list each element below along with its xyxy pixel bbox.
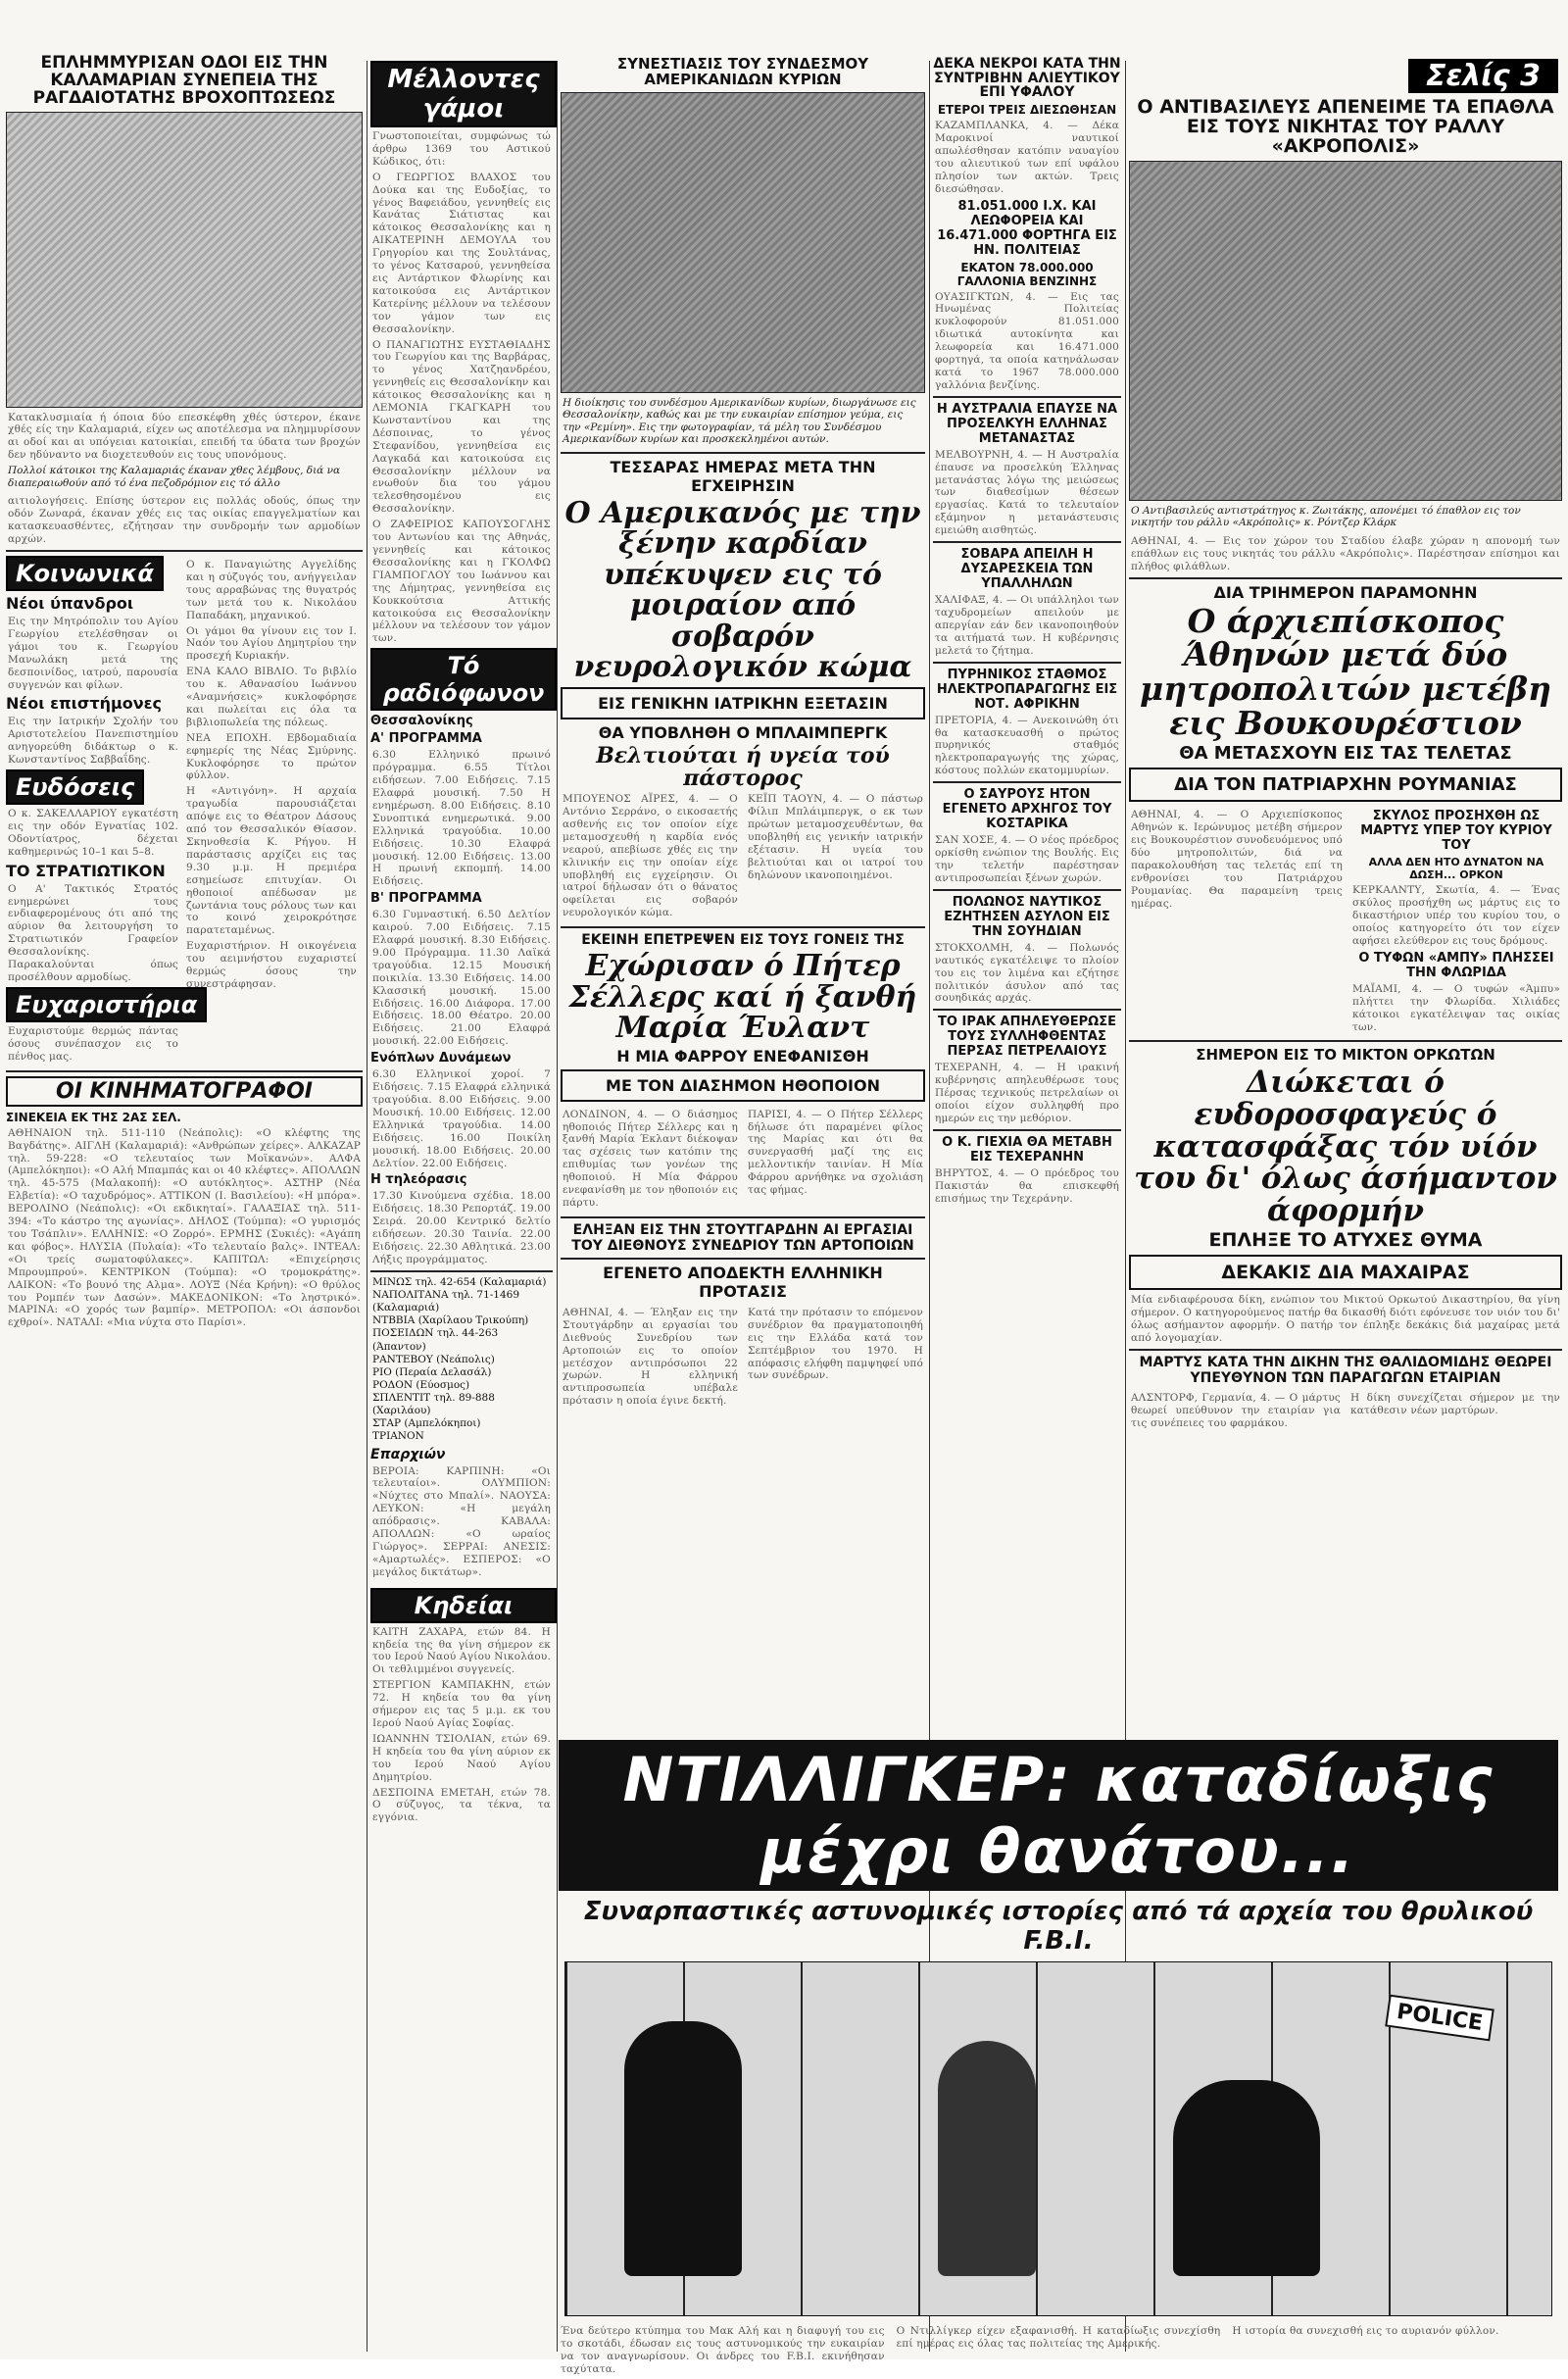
headline-irak: ΤΟ ΙΡΑΚ ΑΠΗΛΕΥΘΕΡΩΣΕ ΤΟΥΣ ΣΥΛΛΗΦΘΕΝΤΑΣ ΠΕΡΣΑΣ ΠΕΤΡΕΛΑΙΟΥΣ xyxy=(938,1015,1116,1060)
column-2: Μέλλοντες γάμοι Γνωστοποιείται, συμφώνως τώ άρθρω 1369 του Αστικού Κώδικος, ότι: Ο ΓΕΩΡΓΙΟΣ ΒΛΑΧΟΣ του Δούκα και της Ευδοξίας, το γένος Βαφειάδου, γεννηθείς εις Κανάτας Σιάτιστας και κάτοικος Θεσσαλονίκης και η ΑΙΚΑΤΕΡΙΝΗ ΔΕΜΟΥΛΑ του Γρηγορίου και της Σουλτάνας, το γένος Κατσαρού, γεννηθείσα εις Αντάρτικον Φλωρίνης και κατοικούσα εις Αντάρτικον Κατερίνης μέλλουν να τελέσουν τον γάμον των εις Θεσσαλονίκην. Ο ΠΑΝΑΓΙΩΤΗΣ ΕΥΣΤΑΘΙΑΔΗΣ του Γεωργίου και της Βαρβάρας, το γένος Χατζηανδρέου, γεννηθείς εις Θεσσαλονίκην και κάτοικος Θεσσαλονίκης και η ΛΕΜΟΝΙΑ ΓΚΑΓΚΑΡΗ του Κωνσταντίνου και της Δέσποινας, το γένος Στεφανίδου, γεννηθείσα εις Λαγκαδά και κατοικούσα εις Θεσσαλονίκην μέλλουν να ενωθούν δια του γάμου τελεσθησομένου εις Θεσσαλονίκην. Ο ΖΑΦΕΙΡΙΟΣ ΚΑΠΟΥΣΟΓΛΗΣ του Αντωνίου και της Αθηνάς, γεννηθείς και κάτοικος Θεσσαλονίκης και η ΓΚΟΛΦΩ ΓΙΑΜΠΟΓΛΟΥ του Ιωάννου και της Δήμητρας, γεννηθείσα εις Κουκκούτσια Αττικής κατοικούσα εις Θεσσαλονίκην μέλλουν να τελέσουν τον γάμον των. Τό ραδιόφωνον Θεσσαλονίκης Α' ΠΡΟΓΡΑΜΜΑ 6.30 Ελληνικό πρωινό πρόγραμμα. 6.55 Τίτλοι ειδήσεων. 7.00 Ειδήσεις. 7.15 Ελαφρά μουσική. 7.50 Η ενημέρωση. 8.00 Ειδήσεις. 8.10 Συνοπτικά ενημερωτικά. 9.00 Ελληνικά τραγούδια. 10.00 Ειδήσεις. 10.30 Ελαφρά μουσική. 12.00 Ειδήσεις. 13.00 Η πρωινή εκπομπή. 14.00 Ειδήσεις. Β' ΠΡΟΓΡΑΜΜΑ 6.30 Γυμναστική. 6.50 Δελτίον καιρού. 7.00 Ειδήσεις. 7.15 Ελαφρά μουσική. 8.30 Ειδήσεις. 9.00 Πρόγραμμα. 11.30 Λαϊκά τραγούδια. 12.15 Μουσική ποικιλία. 13.30 Ειδήσεις. 14.00 Κλασσική μουσική. 15.00 Ειδήσεις. 16.00 Διάφορα. 17.00 Ειδήσεις. 18.00 Θέατρο. 20.00 Ειδήσεις. 21.00 Ελαφρά μουσική. 22.00 Ειδήσεις. Ενόπλων Δυνάμεων 6.30 Ελληνικοί χοροί. 7 Ειδήσεις. 7.15 Ελαφρά ελληνικά τραγούδια. 8.00 Ειδήσεις. 9.00 Μουσική. 10.00 Ειδήσεις. 12.00 Ελληνικά τραγούδια. 14.00 Ειδήσεις. 16.00 Ποικίλη μουσική. 18.00 Ειδήσεις. 20.00 Δελτίον. 22.00 Ειδήσεις. Η τηλεόρασις 17.30 Κινούμενα σχέδια. 18.00 Ειδήσεις. 18.30 Ρεπορτάζ. 19.00 Σειρά. 20.00 Κεντρικό δελτίο ειδήσεων. 20.30 Ταινία. 22.00 Ειδήσεις. 22.30 Αθλητικά. 23.00 Λήξις προγράμματος. ΜΙΝΩΣ τηλ. 42-654 (Καλαμαριά) ΝΑΠΟΛΙΤΑΝΑ τηλ. 71-1469 (Καλαμαριά) ΝΤΒΒΙΑ (Χαρίλαου Τρικούπη) ΠΟΣΕΙΔΩΝ τηλ. 44-263 (Άπαντον) ΡΑΝΤΕΒΟΥ (Νεάπολις) ΡΙΟ (Περαία Δελασάλ) ΡΟΔΟΝ (Εύοσμος) ΣΠΛΕΝΤΙΤ τηλ. 89-888 (Χαριλάου) ΣΤΑΡ (Αμπελόκηποι) ΤΡΙΑΝΟΝ Επαρχιών ΒΕΡΟΙΑ: ΚΑΡΠΙΝΗ: «Οι τελευταίοι». ΟΛΥΜΠΙΟΝ: «Νύχτες στο Μπαλί». ΝΑΟΥΣΑ: ΛΕΥΚΟΝ: «Η μεγάλη απόδρασις». ΚΑΒΑΛΑ: ΑΠΟΛΛΩΝ: «Ο ωραίος Γιώργος». ΣΕΡΡΑΙ: ΑΝΕΣΙΣ: «Αμαρτωλές». ΕΣΠΕΡΟΣ: «Ο μεγάλος δικτάτωρ». Κηδείαι ΚΑΙΤΗ ΖΑΧΑΡΑ, ετών 84. Η κηδεία της θα γίνη σήμερον εκ του Ιερού Ναού Αγίου Νικολάου. Οι τεθλιμμένοι συγγενείς. ΣΤΕΡΓΙΟΝ ΚΑΜΠΑΚΗΝ, ετών 72. Η κηδεία του θα γίνη σήμερον εις τας 5 μ.μ. εκ του Ιερού Ναού Αγίας Σοφίας. ΙΩΑΝΝΗΝ ΤΣΙΟΛΙΑΝ, ετών 69. Η κηδεία του θα γίνη αύριον εκ του Ιερού Ναού Αγίου Δημητρίου. ΔΕΣΠΟΙΝΑ ΕΜΕΤΑΗ, ετών 78. Ο σύζυγος, τα τέκνα, τα εγγόνια. xyxy=(370,61,553,2352)
egeneto-apodekti: ΕΓΕΝΕΤΟ ΑΠΟΔΕΚΤΗ ΕΛΛΗΝΙΚΗ ΠΡΟΤΑΣΙΣ xyxy=(603,1263,883,1301)
tha-metaschoun: ΘΑ ΜΕΤΑΣΧΟΥΝ ΕΙΣ ΤΑΣ ΤΕΛΕΤΑΣ xyxy=(1179,743,1512,765)
section-kideiai: Κηδείαι xyxy=(370,1588,557,1623)
headline-polonos: ΠΟΛΩΝΟΣ ΝΑΥΤΙΚΟΣ ΕΖΗΤΗΣΕΝ ΑΣΥΛΟΝ ΕΙΣ ΤΗΝ ΣΟΥΗΔΙΑΝ xyxy=(944,894,1110,939)
dillinger-subtitle: Συναρπαστικές αστυνομικές ιστορίες από τά αρχεία του θρυλικού F.B.I. xyxy=(583,1897,1534,1956)
skylos-martys: ΣΚΥΛΟΣ ΠΡΟΣΗΧΘΗ ΩΣ ΜΑΡΤΥΣ ΥΠΕΡ ΤΟΥ ΚΥΡΙΟΥ ΤΟΥ xyxy=(1360,809,1552,854)
headline-dikazetai: Διώκεται ό ευδοροσφαγεύς ό κατασφάξας τόν υίόν του δι' όλως άσήμαντον άφορμήν xyxy=(1134,1065,1557,1228)
alla-den-ito: ΑΛΛΑ ΔΕΝ ΗΤΟ ΔΥΝΑΤΟΝ ΝΑ ΔΩΣΗ... ΟΡΚΟΝ xyxy=(1368,856,1544,882)
photo-american-ladies xyxy=(561,92,925,393)
dillinger-illustration xyxy=(564,1961,1552,2316)
neoi-epistimones: Νέοι επιστήμονες xyxy=(6,694,163,714)
cinema-item: ΣΠΛΕΝΤΙΤ τηλ. 89-888 (Χαριλάου) xyxy=(372,1392,495,1417)
photo-rally xyxy=(1129,161,1562,501)
kinimatografoi-title: ΟΙ ΚΙΝΗΜΑΤΟΓΡΑΦΟΙ xyxy=(56,1078,313,1104)
dia-trimeron: ΔΙΑ ΤΡΙΗΜΕΡΟΝ ΠΑΡΑΜΟΝΗΝ xyxy=(1213,582,1478,602)
photo-caption-flood: Πολλοί κάτοικοι της Καλαμαριάς έκαναν χθες λέμβους, διά να διαπεραιωθούν από τό ένα πεζοδρόμιον εις τό άλλο xyxy=(8,465,341,489)
ekeini-epetrepsen: ΕΚΕΙΝΗ ΕΠΕΤΡΕΨΕΝ ΕΙΣ ΤΟΥΣ ΓΟΝΕΙΣ ΤΗΣ xyxy=(581,932,905,949)
geniki-iatriki: ΕΙΣ ΓΕΝΙΚΗΝ ΙΑΤΡΙΚΗΝ ΕΞΕΤΑΣΙΝ xyxy=(598,693,888,713)
me-ton-diasimon: ΜΕ ΤΟΝ ΔΙΑΣΗΜΟΝ ΗΘΟΠΟΙΟΝ xyxy=(606,1075,880,1095)
column-1: ΕΠΛΗΜΜΥΡΙΣΑΝ ΟΔΟΙ ΕΙΣ ΤΗΝ ΚΑΛΑΜΑΡΙΑΝ ΣΥΝΕΠΕΙΑ ΤΗΣ ΡΑΓΔΑΙΟΤΑΤΗΣ ΒΡΟΧΟΠΤΩΣΕΩΣ Κατακλυσμιαία ή όποια δύο επεσκέφθη χθές ύστερον, έκανε χθές είς την Καλαμαριά, είχεν ως αποτέλεσμα να πλημμυρίσουν αι οδοί και αι υπόγειαι κατοικίαι, επειδή τα ύδατα των βροχών δεν ηδύναντο να διοχετευθούν εις τους υπονόμους. Πολλοί κάτοικοι της Καλαμαριάς έκαναν χθες λέμβους, διά να διαπεραιωθούν από τό ένα πεζοδρόμιον εις τό άλλο αιτιολογήσεις. Επίσης ύστερον εις πολλάς οδούς, όπως την οδόν Ζωναρά, έκαναν χθές εις τας οικίας επαγγελματίων και κατασκευασθέντες, εζήτησαν την συνδρομήν των αρμοδίων αρχών. Κοινωνικά Νέοι ύπανδροι Εις την Μητρόπολιν του Αγίου Γεωργίου ετελέσθησαν οι γάμοι του κ. Γεωργίου Μανωλάκη μετά της δεσποινίδος, ιατρού, παρουσία συγγενών και φίλων. Νέοι επιστήμονες Εις την Ιατρικήν Σχολήν του Αριστοτελείου Πανεπιστημίου ανηγορεύθη διδάκτωρ ο κ. Κωνσταντίνος Σαββαΐδης. Ευδόσεις Ο κ. ΣΑΚΕΛΛΑΡΙΟΥ εγκατέστη εις την οδόν Εγνατίας 102. Οδοντίατρος, δέχεται καθημερινώς 10–1 και 5–8. ΤΟ ΣΤΡΑΤΙΩΤΙΚΟΝ Ο Α' Τακτικός Στρατός ενημερώνει τους ενδιαφερομένους ότι από της αύριον θα λειτουργήση το Στρατιωτικόν Γραφείον Θεσσαλονίκης. Παρακαλούνται όπως προσέλθουν αρμοδίως. Ευχαριστήρια Ευχαριστούμε θερμώς πάντας όσους συνέπασχον εις το πένθος μας. Ο κ. Παναγιώτης Αγγελίδης και η σύζυγός του, ανήγγειλαν τους αρραβώνας της θυγατρός των μετά του κ. Νικολάου Παπαδάκη, μηχανικού. Οι γάμοι θα γίνουν εις τον Ι. Ναόν του Αγίου Δημητρίου την προσεχή Κυριακήν. ΕΝΑ ΚΑΛΟ ΒΙΒΛΙΟ. Το βιβλίο του κ. Αθανασίου Ιωάννου «Αναμνήσεις» κυκλοφόρησε και πωλείται εις όλα τα βιβλιοπωλεία της πόλεως. ΝΕΑ ΕΠΟΧΗ. Εβδομαδιαία εφημερίς της Νέας Σμύρνης. Κυκλοφόρησε το πρώτον φύλλον. Η «Αντιγόνη». Η αρχαία τραγωδία παρουσιάζεται απόψε εις το Θέατρον Δάσους από τον Θεσσαλικόν Θίασον. Σκηνοθεσία Κ. Ρήγου. Η παράστασις αρχίζει εις τας 9.30 μ.μ. Η πρεμιέρα εσημείωσε επιτυχίαν. Οι ηθοποιοί απέδωσαν με ζωντάνια τους ρόλους των και το κοινό χειροκρότησε παρατεταμένως. Ευχαριστήριον. Η οικογένεια του αειμνήστου ευχαριστεί θερμώς όσους την συνεστράφησαν. ΟΙ ΚΙΝΗΜΑΤΟΓΡΑΦΟΙ ΣΙΝΕΚΕΙΑ ΕΚ ΤΗΣ 2ΑΣ ΣΕΛ. ΑΘΗΝΑΙΟΝ τηλ. 511-110 (Νεάπολις): «Ο κλέφτης της Βαγδάτης». ΑΙΓΛΗ (Καλαμαριά): «Ανθρώπων χείρες». ΑΛΚΑΖΑΡ τηλ. 59-228: «Ο τελευταίος των Μοϊκανών». ΑΛΦΑ (Αμπελόκηποι): «Ο Αλή Μπαμπάς και οι 40 κλέφτες». ΑΠΟΛΛΩΝ τηλ. 45-575 (Μαλακοπή): «Ο αυτόκλητος». ΑΣΤΗΡ (Νέα Ελβετία): «Ο ταχυδρόμος». ΑΤΤΙΚΟΝ (Ι. Βασιλείου): «Η μπόρα». ΒΕΡΟΛΙΝΟ (Νεάπολις): «Οι εκδικηταί». ΓΑΛΑΞΙΑΣ τηλ. 511-394: «Το κάστρο της αγωνίας». ΔΗΛΟΣ (Τούμπα): «Ο γυρισμός του Τσάπλιν». ΕΛΛΗΝΙΣ: «Ο Ζορρό». ΕΡΜΗΣ (Συκιές): «Αγάπη και φόβος». ΗΛΥΣΙΑ (Πυλαία): «Το τελευταίο βαλς». ΙΝΤΕΑΛ: «Οι τρείς σωματοφύλακες». ΚΑΠΙΤΩΛ: «Επιχείρησις Μπρουμπρού». ΚΕΝΤΡΙΚΟΝ (Τούμπα): «Ο τρομοκράτης». ΛΑΙΚΟΝ: «Το βουνό της Αλμα». ΛΟΥΞ (Νέα Κρήνη): «Ο θρύλος του Ρομπέν των Δασών». ΜΑΚΕΔΟΝΙΚΟΝ: «Το ληστρικό». ΜΑΡΙΝΑ: «Ο χορός των βαμπίρ». ΜΕΤΡΟΠΟΛ: «Οι άσπονδοι εχθροί». ΝΑΤΑΛΙ: «Μια νύχτα στο Παρίσι». xyxy=(6,53,361,1329)
section-koinonika: Κοινωνικά xyxy=(6,556,164,591)
page-number: Σελίς 3 xyxy=(1408,59,1558,93)
headline-saurous: Ο ΣΑΥΡΟΥΣ ΗΤΟΝ ΕΓΕΝΕΤΟ ΑΡΧΗΓΟΣ ΤΟΥ ΚΟΣΤΑΡΙΚΑ xyxy=(942,787,1112,832)
tha-ypovlithi: ΘΑ ΥΠΟΒΛΗΘΗ Ο ΜΠΛΑΙΜΠΕΡΓΚ xyxy=(598,722,888,742)
cinema-item: ΝΑΠΟΛΙΤΑΝΑ τηλ. 71-1469 (Καλαμαριά) xyxy=(372,1289,520,1314)
tessaras-imeras: ΤΕΣΣΑΡΑΣ ΗΜΕΡΑΣ ΜΕΤΑ ΤΗΝ ΕΓΧΕΙΡΗΣΙΝ xyxy=(610,457,876,495)
figures-vehicles: 81.051.000 Ι.Χ. ΚΑΙ ΛΕΩΦΟΡΕΙΑ ΚΑΙ 16.471.000 ΦΟΡΤΗΓΑ ΕΙΣ ΗΝ. ΠΟΛΙΤΕΙΑΣ xyxy=(937,198,1117,258)
photo-caption-american-ladies: Η διοίκησις του συνδέσμου Αμερικανίδων κυρίων, διωργάνωσε εις Θεσσαλονίκην, καθώς και με την ευκαιρίαν επίσημον γεύμα, εις την «Ρεμίνη». Εις την φωτογραφίαν, τά μέλη του Συνδέσμου Αμερικανίδων κυρίων και προσκεκλημένοι αυτών. xyxy=(563,396,916,446)
cinema-item: ΡΟΔΟΝ (Εύοσμος) xyxy=(372,1378,470,1391)
photo-caption-rally: Ο Αντιβασιλεύς αντιστράτηγος κ. Ζωιτάκης, απονέμει τό έπαθλον εις τον νικητήν του ράλλυ «Ακρόπολις» κ. Ρόντζερ Κλάρκ xyxy=(1131,504,1521,529)
column-4: ΔΕΚΑ ΝΕΚΡΟΙ ΚΑΤΑ ΤΗΝ ΣΥΝΤΡΙΒΗΝ ΑΛΙΕΥΤΙΚΟΥ ΕΠΙ ΥΦΑΛΟΥ ΕΤΕΡΟΙ ΤΡΕΙΣ ΔΙΕΣΩΘΗΣΑΝ ΚΑΖΑΜΠΛΑΝΚΑ, 4. — Δέκα Μαροκινοί ναυτικοί απωλέσθησαν κατόπιν ναυαγίου του αλιευτικού των επί υφάλου πλησίον των ακτών. Τρεις διεσώθησαν. 81.051.000 Ι.Χ. ΚΑΙ ΛΕΩΦΟΡΕΙΑ ΚΑΙ 16.471.000 ΦΟΡΤΗΓΑ ΕΙΣ ΗΝ. ΠΟΛΙΤΕΙΑΣ ΕΚΑΤΟΝ 78.000.000 ΓΑΛΛΟΝΙΑ ΒΕΝΖΙΝΗΣ ΟΥΑΣΙΓΚΤΩΝ, 4. — Εις τας Ηνωμένας Πολιτείας κυκλοφορούν 81.051.000 ιδιωτικά αυτοκίνητα και λεωφορεία και 16.471.000 φορτηγά, τα οποία κατηνάλωσαν κατά το 1967 78.000.000 γαλλόνια βενζίνης. Η ΑΥΣΤΡΑΛΙΑ ΕΠΑΥΣΕ ΝΑ ΠΡΟΣΕΛΚΥΗ ΕΛΛΗΝΑΣ ΜΕΤΑΝΑΣΤΑΣ ΜΕΛΒΟΥΡΝΗ, 4. — Η Αυστραλία έπαυσε να προσελκύη Έλληνας μετανάστας λόγω της μειώσεως των διαθεσίμων θέσεων εργασίας. Κατά το τελευταίον εξάμηνον η μετανάστευσις εμειώθη αισθητώς. ΣΟΒΑΡΑ ΑΠΕΙΛΗ Η ΔΥΣΑΡΕΣΚΕΙΑ ΤΩΝ ΥΠΑΛΛΗΛΩΝ ΧΑΛΙΦΑΞ, 4. — Οι υπάλληλοι των ταχυδρομείων απειλούν με απεργίαν εάν δεν ικανοποιηθούν τα αιτήματά των. Η κυβέρνησις μελετά το ζήτημα. ΠΥΡΗΝΙΚΟΣ ΣΤΑΘΜΟΣ ΗΛΕΚΤΡΟΠΑΡΑΓΩΓΗΣ ΕΙΣ ΝΟΤ. ΑΦΡΙΚΗΝ ΠΡΕΤΟΡΙΑ, 4. — Ανεκοινώθη ότι θα κατασκευασθή ο πρώτος πυρηνικός σταθμός ηλεκτροπαραγωγής της χώρας, κόστους πολλών εκατομμυρίων. Ο ΣΑΥΡΟΥΣ ΗΤΟΝ ΕΓΕΝΕΤΟ ΑΡΧΗΓΟΣ ΤΟΥ ΚΟΣΤΑΡΙΚΑ ΣΑΝ ΧΟΣΕ, 4. — Ο νέος πρόεδρος ορκίσθη ενώπιον της Βουλής. Εις την τελετήν παρέστησαν αντιπροσωπείαι ξένων χωρών. ΠΟΛΩΝΟΣ ΝΑΥΤΙΚΟΣ ΕΖΗΤΗΣΕΝ ΑΣΥΛΟΝ ΕΙΣ ΤΗΝ ΣΟΥΗΔΙΑΝ ΣΤΟΚΧΟΛΜΗ, 4. — Πολωνός ναυτικός εγκατέλειψε το πλοίον του εις τον λιμένα και εζήτησε πολιτικόν άσυλον από τας σουηδικάς αρχάς. ΤΟ ΙΡΑΚ ΑΠΗΛΕΥΘΕΡΩΣΕ ΤΟΥΣ ΣΥΛΛΗΦΘΕΝΤΑΣ ΠΕΡΣΑΣ ΠΕΤΡΕΛΑΙΟΥΣ ΤΕΧΕΡΑΝΗ, 4. — Η ιρακινή κυβέρνησις απηλευθέρωσε τους Πέρσας τεχνικούς πετρελαίων οι οποίοι είχον συλληφθή προ ημερών εις την μεθόριον. Ο Κ. ΓΙΕΧΙΑ ΘΑ ΜΕΤΑΒΗ ΕΙΣ ΤΕΧΕΡΑΝΗΝ ΒΗΡΥΤΟΣ, 4. — Ο πρόεδρος του Πακιστάν θα επισκεφθή επισήμως την Τεχεράνην. xyxy=(933,56,1121,1205)
kinimatografoi-sub: ΣΙΝΕΚΕΙΑ ΕΚ ΤΗΣ 2ΑΣ ΣΕΛ. xyxy=(6,1110,181,1124)
eteroi-treis: ΕΤΕΡΟΙ ΤΡΕΙΣ ΔΙΕΣΩΘΗΣΑΝ xyxy=(937,103,1117,118)
headline-amerikanos: Ο Αμερικανός με την ξένην καρδίαν υπέκυψεν εις τό μοιραίον από σοβαρόν νευρολογικόν κώμα xyxy=(564,495,921,685)
headline-veltioutai: Βελτιούται ή υγεία τού πάστορος xyxy=(596,742,890,791)
photo-flood xyxy=(6,112,363,408)
radio-enoples: Ενόπλων Δυνάμεων xyxy=(370,1051,512,1066)
cinema-item: ΤΡΙΑΝΟΝ xyxy=(372,1430,424,1443)
radio-programma-b: Β' ΠΡΟΓΡΑΜΜΑ xyxy=(370,891,482,907)
cinema-item: ΡΙΟ (Περαία Δελασάλ) xyxy=(372,1365,492,1378)
elixan-stoutgardi: ΕΛΗΞΑΝ ΕΙΣ ΤΗΝ ΣΤΟΥΤΓΑΡΔΗΝ ΑΙ ΕΡΓΑΣΙΑΙ ΤΟΥ ΔΙΕΘΝΟΥΣ ΣΥΝΕΔΡΙΟΥ ΤΩΝ ΑΡΤΟΠΟΙΩΝ xyxy=(571,1221,914,1254)
mia-farrou: Η ΜΙΑ ΦΑΡΡΟΥ ΕΝΕΦΑΝΙΣΘΗ xyxy=(616,1046,869,1066)
section-radiofono: Τό ραδιόφωνον xyxy=(370,648,557,711)
headline-deka-nekroi: ΔΕΚΑ ΝΕΚΡΟΙ ΚΑΤΑ ΤΗΝ ΣΥΝΤΡΙΒΗΝ ΑΛΙΕΥΤΙΚΟΥ ΕΠΙ ΥΦΑΛΟΥ xyxy=(933,56,1121,101)
neoi-yparxtai: Νέοι ύπανδροι xyxy=(6,593,134,613)
cinema-item: ΡΑΝΤΕΒΟΥ (Νεάπολις) xyxy=(372,1353,495,1365)
headline-antivasileus: Ο ΑΝΤΙΒΑΣΙΛΕΥΣ ΑΠΕΝΕΙΜΕ ΤΑ ΕΠΑΘΛΑ ΕΙΣ ΤΟΥΣ ΝΙΚΗΤΑΣ ΤΟΥ ΡΑΛΛΥ «ΑΚΡΟΠΟΛΙΣ» xyxy=(1137,96,1554,157)
dillinger-title: ΝΤΙΛΛΙΓΚΕΡ: καταδίωξις μέχρι θανάτου... xyxy=(559,1740,1558,1891)
cinema-item: ΠΟΣΕΙΔΩΝ τηλ. 44-263 (Άπαντον) xyxy=(372,1327,499,1353)
radio-thessalonikis: Θεσσαλονίκης xyxy=(370,714,473,729)
dillinger-feature: ΝΤΙΛΛΙΓΚΕΡ: καταδίωξις μέχρι θανάτου... Συναρπαστικές αστυνομικές ιστορίες από τά αρχεία του θρυλικού F.B.I. POLICE Ένα δεύτερο κτύπημα του Μακ Αλή και η διαφυγή του εις το σκοτάδι, έδωσαν εις τους αστυνομικούς την ευκαιρίαν να τον αναγνωρίσουν. Οι άνδρες του F.B.I. εκινήθησαν ταχύτατα. Ο Ντιλλίγκερ είχεν εξαφανισθή. Η καταδίωξις συνεχίσθη επί ημέρας εις όλας τας πολιτείας της Αμερικής. Η ιστορία θα συνεχισθή εις το αυριανόν φύλλον. xyxy=(559,1740,1558,2350)
martys-thalidomidis: ΜΑΡΤΥΣ ΚΑΤΑ ΤΗΝ ΔΙΚΗΝ ΤΗΣ ΘΑΛΙΔΟΜΙΔΗΣ ΘΕΩΡΕΙ ΥΠΕΥΘΥΝΟΝ ΤΩΝ ΠΑΡΑΓΩΓΩΝ ΕΤΑΙΡΙΑΝ xyxy=(1139,1354,1552,1386)
headline-pyrinikos: ΠΥΡΗΝΙΚΟΣ ΣΤΑΘΜΟΣ ΗΛΕΚΤΡΟΠΑΡΑΓΩΓΗΣ ΕΙΣ ΝΟΤ. ΑΦΡΙΚΗΝ xyxy=(936,667,1118,712)
section-eyxaristiria: Ευχαριστήρια xyxy=(6,987,207,1022)
cinema-item: ΜΙΝΩΣ τηλ. 42-654 (Καλαμαριά) xyxy=(372,1275,547,1288)
dia-ton-patriarchi: ΔΙΑ ΤΟΝ ΠΑΤΡΙΑΡΧΗΝ ΡΟΥΜΑΝΙΑΣ xyxy=(1174,774,1517,796)
section-eyodoseis: Ευδόσεις xyxy=(6,769,144,805)
column-3: ΣΥΝΕΣΤΙΑΣΙΣ ΤΟΥ ΣΥΝΔΕΣΜΟΥ ΑΜΕΡΙΚΑΝΙΔΩΝ ΚΥΡΙΩΝ Η διοίκησις του συνδέσμου Αμερικανίδων κυρίων, διωργάνωσε εις Θεσσαλονίκην, καθώς και με την ευκαιρίαν επίσημον γεύμα, εις την «Ρεμίνη». Εις την φωτογραφίαν, τά μέλη του Συνδέσμου Αμερικανίδων κυρίων και προσκεκλημένοι αυτών. ΤΕΣΣΑΡΑΣ ΗΜΕΡΑΣ ΜΕΤΑ ΤΗΝ ΕΓΧΕΙΡΗΣΙΝ Ο Αμερικανός με την ξένην καρδίαν υπέκυψεν εις τό μοιραίον από σοβαρόν νευρολογικόν κώμα ΕΙΣ ΓΕΝΙΚΗΝ ΙΑΤΡΙΚΗΝ ΕΞΕΤΑΣΙΝ ΘΑ ΥΠΟΒΛΗΘΗ Ο ΜΠΛΑΙΜΠΕΡΓΚ Βελτιούται ή υγεία τού πάστορος ΜΠΟΥΕΝΟΣ ΑΪΡΕΣ, 4. — Ο Αντόνιο Σερράνο, ο εικοσαετής ασθενής εις τον οποίον είχε μεταμοσχευθή η καρδία ενός νεαρού, απεβίωσε χθές εις την κλινικήν εις την οποίαν είχε υποβληθή εις εγχείρησιν. Οι ιατροί δήλωσαν ότι ο θάνατος οφείλεται εις σοβαρόν νευρολογικόν κώμα. ΚΕΪΠ ΤΑΟΥΝ, 4. — Ο πάστωρ Φίλιπ Μπλάιμπεργκ, ο εκ των πρώτων μεταμοσχευθέντων, θα υποβληθή εις γενικήν ιατρικήν εξέτασιν. Η υγεία του βελτιούται και οι ιατροί του δηλώνουν ικανοποιημένοι. ΕΚΕΙΝΗ ΕΠΕΤΡΕΨΕΝ ΕΙΣ ΤΟΥΣ ΓΟΝΕΙΣ ΤΗΣ Εχώρισαν ό Πήτερ Σέλλερς καί ή ξανθή Μαρία Έυλαντ Η ΜΙΑ ΦΑΡΡΟΥ ΕΝΕΦΑΝΙΣΘΗ ΜΕ ΤΟΝ ΔΙΑΣΗΜΟΝ ΗΘΟΠΟΙΟΝ ΛΟΝΔΙΝΟΝ, 4. — Ο διάσημος ηθοποιός Πήτερ Σέλλερς και η ξανθή Μαρία Έκλαντ διέκοψαν τας σχέσεις των κατόπιν της επιθυμίας των γονέων της ηθοποιού. Η Μία Φάρρου ενεφανίσθη με τον ηθοποιόν εις πάρτυ. ΠΑΡΙΣΙ, 4. — Ο Πήτερ Σέλλερς δήλωσε ότι παραμένει φίλος της Μαρίας και ότι θα συνεργασθή μαζί της εις μελλοντικήν ταινίαν. Η Μία Φάρρου αρνήθηκε να σχολιάση τας φήμας. ΕΛΗΞΑΝ ΕΙΣ ΤΗΝ ΣΤΟΥΤΓΑΡΔΗΝ ΑΙ ΕΡΓΑΣΙΑΙ ΤΟΥ ΔΙΕΘΝΟΥΣ ΣΥΝΕΔΡΙΟΥ ΤΩΝ ΑΡΤΟΠΟΙΩΝ ΕΓΕΝΕΤΟ ΑΠΟΔΕΚΤΗ ΕΛΛΗΝΙΚΗ ΠΡΟΤΑΣΙΣ ΑΘΗΝΑΙ, 4. — Έληξαν εις την Στουτγάρδην αι εργασίαι του Διεθνούς Συνεδρίου των Αρτοποιών εις το οποίον μετέσχον αντιπρόσωποι 22 χωρών. Η ελληνική αντιπροσωπεία υπέβαλε πρότασιν η οποία έγινε δεκτή. Κατά την πρότασιν το επόμενον συνέδριον θα πραγματοποιηθή εις την Ελλάδα κατά τον Σεπτέμβριον του 1970. Η απόφασις ελήφθη παμψηφεί υπό των συνέδρων. xyxy=(563,55,923,1408)
dekakis-dia-macheiras: ΔΕΚΑΚΙΣ ΔΙΑ ΜΑΧΑΙΡΑΣ xyxy=(1221,1262,1470,1284)
headline-australia: Η ΑΥΣΤΡΑΛΙΑ ΕΠΑΥΣΕ ΝΑ ΠΡΟΣΕΛΚΥΗ ΕΛΛΗΝΑΣ ΜΕΤΑΝΑΣΤΑΣ xyxy=(936,401,1118,446)
headline-syndesmos: ΣΥΝΕΣΤΙΑΣΙΣ ΤΟΥ ΣΥΝΔΕΣΜΟΥ ΑΜΕΡΙΚΑΝΙΔΩΝ ΚΥΡΙΩΝ xyxy=(616,55,869,88)
figures-gasoline: ΕΚΑΤΟΝ 78.000.000 ΓΑΛΛΟΝΙΑ ΒΕΝΖΙΝΗΣ xyxy=(956,260,1098,288)
headline-gieche: Ο Κ. ΓΙΕΧΙΑ ΘΑ ΜΕΤΑΒΗ ΕΙΣ ΤΕΧΕΡΑΝΗΝ xyxy=(942,1134,1112,1165)
cinema-item: ΣΤΑΡ (Αμπελόκηποι) xyxy=(372,1417,481,1430)
stratiotikon: ΤΟ ΣΤΡΑΤΙΩΤΙΚΟΝ xyxy=(6,861,166,880)
headline-exorisan: Εχώρισαν ό Πήτερ Σέλλερς καί ή ξανθή Μαρία Έυλαντ xyxy=(568,949,917,1046)
section-mellontes: Μέλλοντες γάμοι xyxy=(370,61,557,127)
eplixe-to-atyches: ΕΠΛΗΞΕ ΤΟ ΑΤΥΧΕΣ ΘΥΜΑ xyxy=(1208,1229,1483,1252)
tyfon-ampy: Ο ΤΥΦΩΝ «ΑΜΠΥ» ΠΛΗΣΣΕΙ ΤΗΝ ΦΛΩΡΙΔΑ xyxy=(1358,950,1554,980)
headline-kalamaria: ΕΠΛΗΜΜΥΡΙΣΑΝ ΟΔΟΙ ΕΙΣ ΤΗΝ ΚΑΛΑΜΑΡΙΑΝ ΣΥΝΕΠΕΙΑ ΤΗΣ ΡΑΓΔΑΙΟΤΑΤΗΣ ΒΡΟΧΟΠΤΩΣΕΩΣ xyxy=(32,53,336,108)
cinema-list xyxy=(370,1276,553,1444)
cinema-item: ΝΤΒΒΙΑ (Χαρίλαου Τρικούπη) xyxy=(372,1314,529,1327)
headline-sovara: ΣΟΒΑΡΑ ΑΠΕΙΛΗ Η ΔΥΣΑΡΕΣΚΕΙΑ ΤΩΝ ΥΠΑΛΛΗΛΩΝ xyxy=(960,547,1094,592)
simeron-mikton: ΣΗΜΕΡΟΝ ΕΙΣ ΤΟ ΜΙΚΤΟΝ ΟΡΚΩΤΩΝ xyxy=(1196,1046,1495,1065)
cinema-eparxion: Επαρχιών xyxy=(370,1446,446,1462)
column-5: Ο ΑΝΤΙΒΑΣΙΛΕΥΣ ΑΠΕΝΕΙΜΕ ΤΑ ΕΠΑΘΛΑ ΕΙΣ ΤΟΥΣ ΝΙΚΗΤΑΣ ΤΟΥ ΡΑΛΛΥ «ΑΚΡΟΠΟΛΙΣ» Ο Αντιβασιλεύς αντιστράτηγος κ. Ζωιτάκης, απονέμει τό έπαθλον εις τον νικητήν του ράλλυ «Ακρόπολις» κ. Ρόντζερ Κλάρκ ΑΘΗΝΑΙ, 4. — Εις τον χώρον του Σταδίου έλαβε χώραν η απονομή των επάθλων εις τους νικητάς του ράλλυ «Ακρόπολις». Παρέστησαν επίσημοι και πλήθος φιλάθλων. ΔΙΑ ΤΡΙΗΜΕΡΟΝ ΠΑΡΑΜΟΝΗΝ Ο άρχιεπίσκοπος Άθηνών μετά δύο μητροπολιτών μετέβη εις Βουκουρέστιον ΘΑ ΜΕΤΑΣΧΟΥΝ ΕΙΣ ΤΑΣ ΤΕΛΕΤΑΣ ΔΙΑ ΤΟΝ ΠΑΤΡΙΑΡΧΗΝ ΡΟΥΜΑΝΙΑΣ ΑΘΗΝΑΙ, 4. — Ο Αρχιεπίσκοπος Αθηνών κ. Ιερώνυμος μετέβη σήμερον εις Βουκουρέστιον συνοδευόμενος υπό δύο μητροπολιτών, διά να παρακολουθήση τας τελετάς επί τη ενθρονίσει του Πατριάρχου Ρουμανίας. Θα παραμείνη τρεις ημέρας. ΣΚΥΛΟΣ ΠΡΟΣΗΧΘΗ ΩΣ ΜΑΡΤΥΣ ΥΠΕΡ ΤΟΥ ΚΥΡΙΟΥ ΤΟΥ ΑΛΛΑ ΔΕΝ ΗΤΟ ΔΥΝΑΤΟΝ ΝΑ ΔΩΣΗ... ΟΡΚΟΝ ΚΕΡΚΑΛΝΤΥ, Σκωτία, 4. — Ένας σκύλος προσήχθη ως μάρτυς εις το δικαστήριον υπέρ του κυρίου του, ο οποίος κατηγορείτο ότι τον είχεν αφήσει ελεύθερον εις τους δρόμους. Ο ΤΥΦΩΝ «ΑΜΠΥ» ΠΛΗΣΣΕΙ ΤΗΝ ΦΛΩΡΙΔΑ ΜΑΪΑΜΙ, 4. — Ο τυφών «Άμπυ» πλήττει την Φλωρίδα. Χιλιάδες κάτοικοι εγκατέλειψαν τας οικίας των. ΣΗΜΕΡΟΝ ΕΙΣ ΤΟ ΜΙΚΤΟΝ ΟΡΚΩΤΩΝ Διώκεται ό ευδοροσφαγεύς ό κατασφάξας τόν υίόν του δι' όλως άσήμαντον άφορμήν ΕΠΛΗΞΕ ΤΟ ΑΤΥΧΕΣ ΘΥΜΑ ΔΕΚΑΚΙΣ ΔΙΑ ΜΑΧΑΙΡΑΣ Μία ενδιαφέρουσα δίκη, ενώπιον του Μικτού Ορκωτού Δικαστηρίου, θα γίνη σήμερον. Ο κατηγορούμενος πατήρ θα δικασθή διότι εφόνευσε τον υιόν του δι' όλως ασήμαντον αφορμήν. Ο πατήρ τον έπληξε δεκάκις διά μαχαίρας μετά από λογομαχίαν. ΜΑΡΤΥΣ ΚΑΤΑ ΤΗΝ ΔΙΚΗΝ ΤΗΣ ΘΑΛΙΔΟΜΙΔΗΣ ΘΕΩΡΕΙ ΥΠΕΥΘΥΝΟΝ ΤΩΝ ΠΑΡΑΓΩΓΩΝ ΕΤΑΙΡΙΑΝ ΑΛΣΝΤΟΡΦ, Γερμανία, 4. — Ο μάρτυς θεωρεί υπεύθυνον την εταιρίαν για τις συνέπειες του φαρμάκου. Η δίκη συνεχίζεται σήμερον με την κατάθεσιν νέων μαρτύρων. xyxy=(1131,96,1560,1429)
headline-archiepiskopos: Ο άρχιεπίσκοπος Άθηνών μετά δύο μητροπολιτών μετέβη εις Βουκουρέστιον xyxy=(1140,601,1551,742)
police-sign: POLICE xyxy=(1385,1995,1494,2042)
radio-tileorasi: Η τηλεόρασις xyxy=(370,1172,467,1188)
radio-programma-a: Α' ΠΡΟΓΡΑΜΜΑ xyxy=(370,731,482,747)
